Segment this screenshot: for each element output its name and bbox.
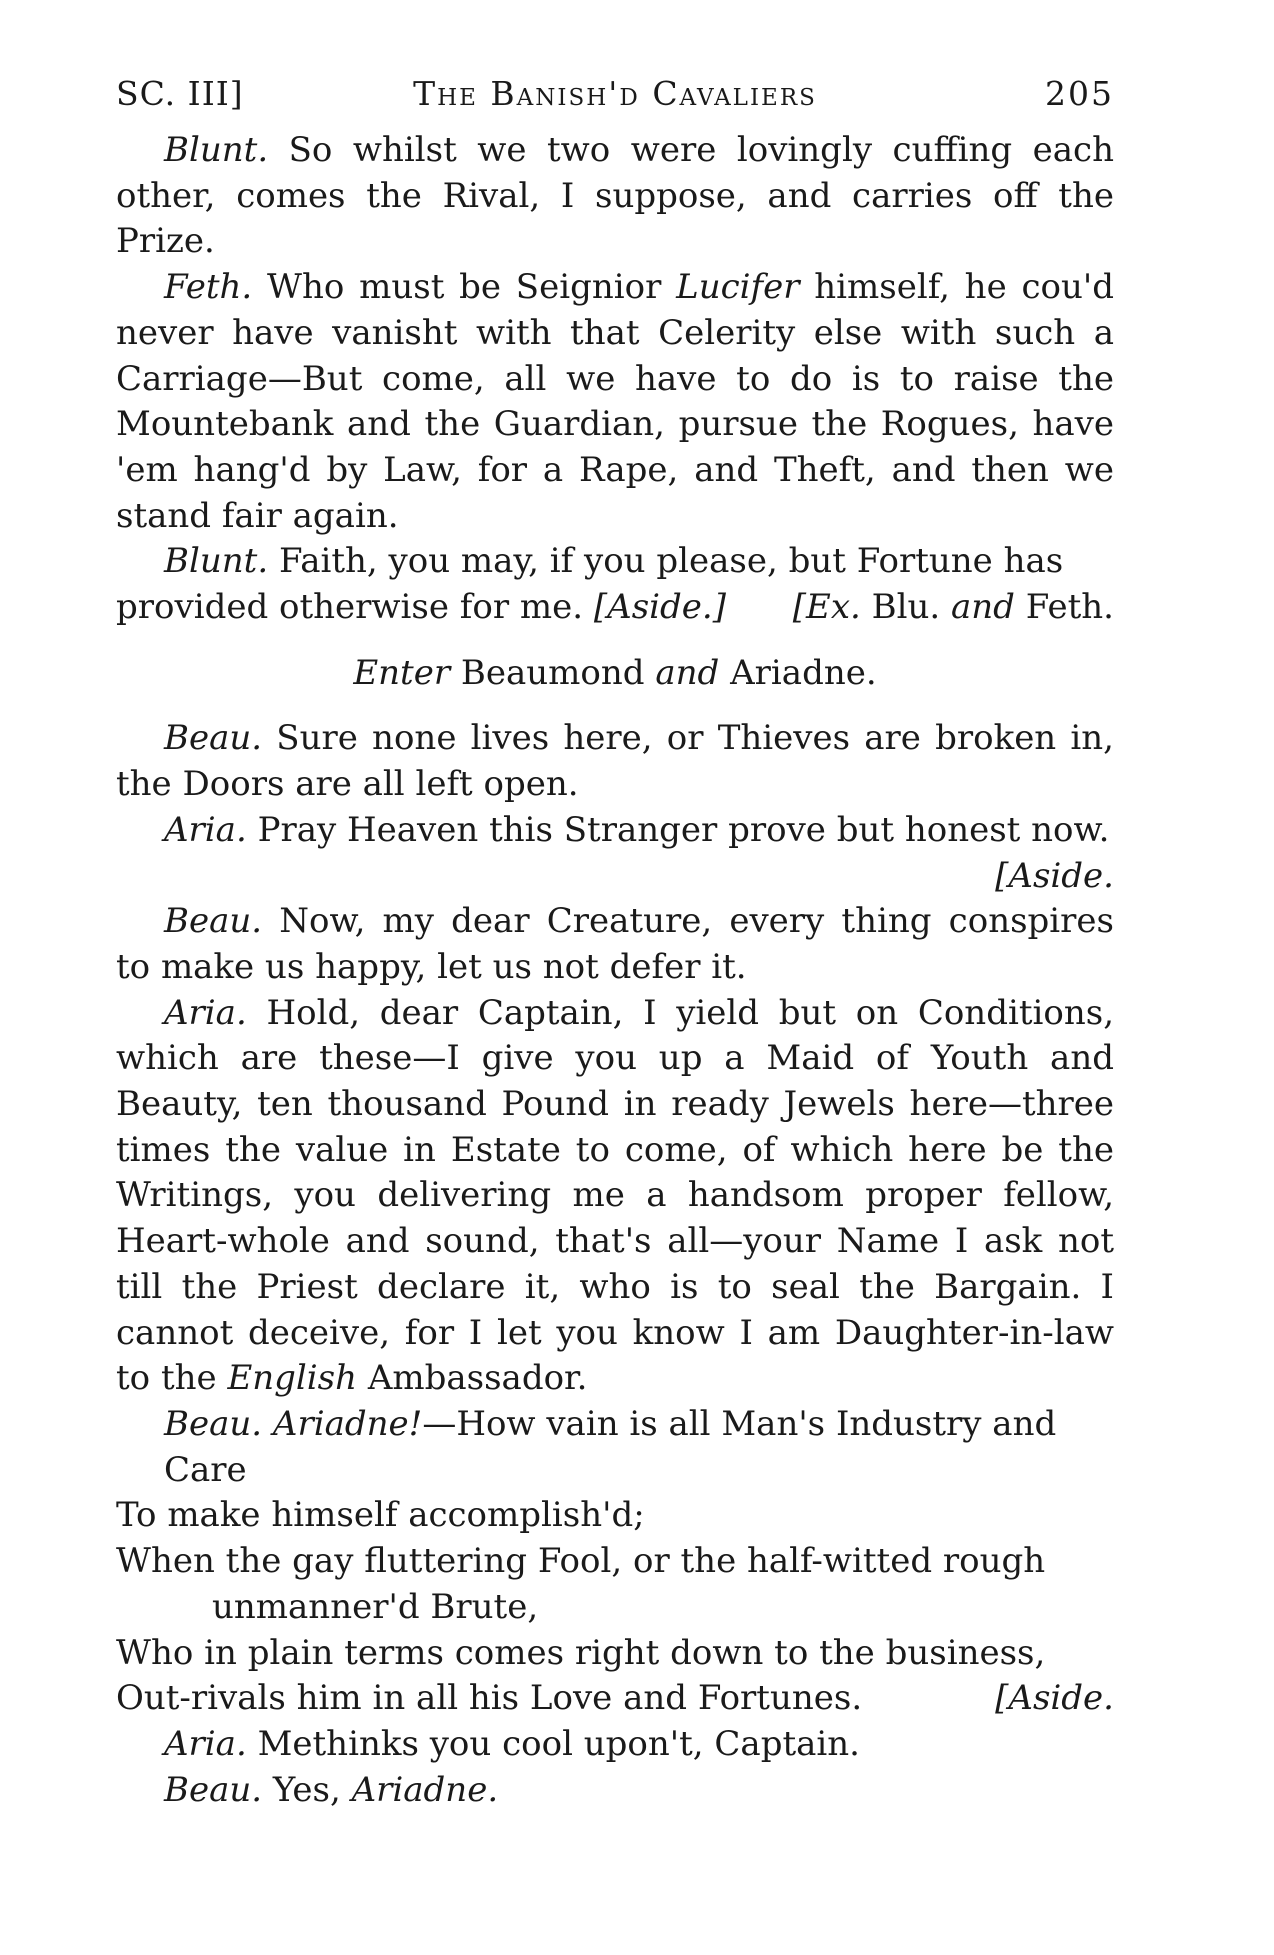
verse-line [116,1676,1114,1722]
verse-line: Care [164,1449,247,1490]
stage-direction-aside: [Aside. [995,1678,1114,1719]
speech-text-italic: English [227,1358,358,1399]
speech-text-italic: Lucifer [676,267,800,308]
stage-direction-aside: [Aside. [995,855,1114,896]
speech-text: —How vain is all Man's Industry and [422,1403,1057,1444]
speaker-name: Beau. [164,1769,263,1810]
speech-beau-2 [116,899,1114,990]
speech-text: Yes, [272,1769,341,1810]
section-marker: SC. III] [116,74,244,113]
speech-text: provided otherwise for me. [116,587,584,628]
speech-text: Methinks you cool upon't, Captain. [257,1723,860,1764]
speaker-name: Beau. [164,718,263,759]
speaker-name: Blunt. [164,541,269,582]
speech-aria-3 [116,1722,1114,1768]
speech-text: Who must be Seignior [267,267,662,308]
speech-blunt-2 [116,539,1114,585]
speaker-name: Feth. [164,267,253,308]
speech-text-italic: Ariadne. [351,1769,499,1810]
speech-aria-2 [116,991,1114,1402]
exit-line [116,585,1114,631]
speech-text: Sure none lives here, or Thieves are broken in, the Doors are all left open. [116,718,1114,805]
speech-text: Hold, dear Captain, I yield but on Conditions, which are these—I give you up a Maid of Youth and Beauty, ten thousand Pound in ready Jewels here—three times the value in Estate to come, of which here be the Writings, you delivering me a handsom proper fellow, Heart-whole and sound, that's all—your Name I ask not till the Priest declare it, who is to seal the Bargain. I cannot deceive, for I let you know I am Daughter-in-law to the [116,992,1114,1399]
verse-text: Out-rivals him in all his Love and Fortunes. [116,1678,863,1719]
speech-text: comes the Rival, I suppose, and carries off the Prize. [116,175,1114,262]
speech-feth-1 [116,265,1114,539]
verse-line: unmanner'd Brute, [212,1586,539,1627]
speech-beau-3 [116,1402,1114,1448]
speech-text: Ambassador. [367,1358,588,1399]
speech-text: So whilst we two were lovingly cuffing each other, [116,130,1114,216]
speaker-name: Aria. [164,1723,247,1764]
stage-direction-aside: [Aside.] [593,587,726,628]
speech-text: Now, my dear Creature, every thing conspires to make us happy, let us not defer it. [116,901,1115,987]
speech-beau-1 [116,716,1114,807]
speaker-name: Beau. [164,901,263,942]
speaker-name: Aria. [164,992,247,1033]
running-header [116,70,1114,118]
speech-text-italic: Ariadne! [272,1403,423,1444]
page-body [116,128,1114,1813]
page-number: 205 [1045,74,1114,113]
verse-line: When the gay fluttering Fool, or the half-witted rough [116,1541,1046,1582]
speech-blunt-1 [116,128,1114,265]
stage-direction-enter: Enter Beaumond and Ariadne. [353,652,877,693]
speech-aria-1 [116,808,1114,854]
speech-text: Faith, you may, if you please, but Fortune has [278,541,1064,582]
speech-beau-4 [116,1768,1114,1814]
speaker-name: Aria. [164,809,247,850]
speech-text: himself, he cou'd never have vanisht with that Celerity else with such a Carriage—But come, all we have to do is to raise the Mountebank and the Guardian, pursue the Rogues, have 'em hang'd by Law, for a Rape, and Theft, and then we stand fair again. [116,267,1114,536]
verse-line: Who in plain terms comes right down to the business, [116,1632,1046,1673]
speaker-name: Beau. [164,1403,263,1444]
running-title: The Banish'd Cavaliers [413,74,817,113]
stage-direction-exit: [Ex. Blu. and Feth. [792,587,1114,628]
verse-line: To make himself accomplish'd; [116,1495,645,1536]
speech-text: Pray Heaven this Stranger prove but honest now. [257,809,1110,850]
speaker-name: Blunt. [164,130,269,170]
